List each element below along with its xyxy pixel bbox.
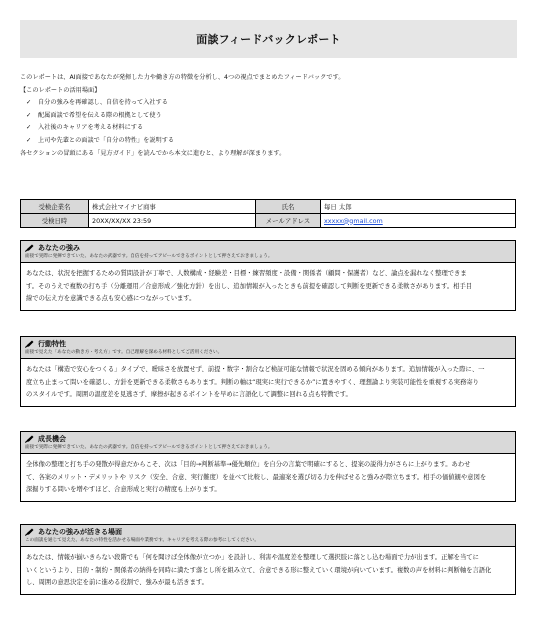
usage-item-text: 自分の強みを再確認し、自信を持って入社する xyxy=(38,99,168,107)
body-line: 度立ち止まって問いを確認し、方針を更新できる柔軟さもあります。判断の軸は“現実に実行できるか”に置きやすく、理想論より実装可能性を重視する実務寄り xyxy=(26,378,479,386)
body-line: あなたは「構造で安心をつくる」タイプで、曖昧さを放置せず、前提・数字・割合など検証可能な情報で状況を固める傾向があります。追加情報が入った際に、一 xyxy=(26,366,485,373)
section-guide: 面接で実際に発揮できていた、あなたの武器です。自信を持ってアピールできるポイントとして押さえておきましょう。 xyxy=(25,445,273,450)
info-row-datetime xyxy=(21,214,516,228)
intro-section xyxy=(20,72,520,160)
pen-icon xyxy=(25,244,35,252)
section-title: あなたの強み xyxy=(38,244,80,252)
check-icon: ✓ xyxy=(26,99,32,107)
body-line: し、周囲の意思決定を前に進める役割で、強みが最も活きます。 xyxy=(26,579,208,587)
intro-closing: 各セクションの冒頭にある「見方ガイド」を読んでから本文に進むと、より理解が深まります。 xyxy=(20,149,286,157)
section-guide: 面接で見えた「あなたの動き方・考え方」です。自己理解を深める材料としてご活用ください。 xyxy=(25,350,223,355)
report-title: 面談フィードバックレポート xyxy=(20,20,517,58)
section-title: 行動特性 xyxy=(38,340,66,348)
section-strengths xyxy=(20,240,516,311)
section-behavior xyxy=(20,336,516,407)
section-header xyxy=(21,241,515,263)
section-header xyxy=(21,432,515,454)
section-header xyxy=(21,525,515,547)
pen-icon xyxy=(25,528,35,536)
usage-item xyxy=(20,110,520,123)
pen-icon xyxy=(25,435,35,443)
section-title: 成長機会 xyxy=(38,435,66,443)
section-title: あなたの強みが活きる場面 xyxy=(38,528,122,536)
body-line: いくというより、目的・制約・関係者の納得を同時に満たす落とし所を組み立て、合意できる形に整えていく環境が向いています。複数の声を材料に判断軸を言語化 xyxy=(26,566,492,574)
usage-item xyxy=(20,122,520,135)
section-growth xyxy=(20,431,516,502)
body-line: す。そのうえで複数の打ち手（分離運用／合意形成／強化方針）を出し、追加情報が入ったときも前提を確認して判断を更新できる柔軟さがあります。相手目 xyxy=(26,282,473,290)
company-label: 受検企業名 xyxy=(21,200,89,214)
body-line: のスタイルです。周囲の温度差を見逃さず、摩擦が起きるポイントを早めに言語化して調整に回れる点も特徴です。 xyxy=(26,391,352,399)
name-value: 毎日 太郎 xyxy=(321,200,516,214)
usage-item-text: 入社後のキャリアを考える材料にする xyxy=(38,124,144,132)
body-line: あなたは、状況を把握するための質問設計が丁寧で、人数構成・経験差・目標・練習頻度・設備・関係者（顧問・保護者）など、論点を漏れなく整理できま xyxy=(26,270,467,277)
usage-item xyxy=(20,97,520,110)
company-value: 株式会社マイナビ商事 xyxy=(89,200,256,214)
section-body xyxy=(21,359,515,406)
check-icon: ✓ xyxy=(26,111,32,119)
section-header xyxy=(21,337,515,359)
body-line: 線での伝え方を意識できる点も安心感につながっています。 xyxy=(26,295,196,303)
body-line: て、各案のメリット・デメリットや リスク（安全、合意、実行難度）を並べて比較し、最適案を選び切る力を伸ばせると強みが際立ちます。相手の価値観や意図を xyxy=(26,473,487,481)
body-line: 全体像の整理と打ち手の発散が得意だからこそ、次は「目的→判断基準→優先順位」を自分の言葉で明確にすると、提案の説得力がさらに上がります。あわせ xyxy=(26,461,471,468)
datetime-value: 20XX/XX/XX 23:59 xyxy=(89,214,256,228)
check-icon: ✓ xyxy=(26,124,32,132)
section-fit-scenes xyxy=(20,524,516,595)
intro-lead: このレポートは、AI面接であなたが発揮した力や働き方の特徴を分析し、4つの視点でまとめたフィードバックです。 xyxy=(20,74,345,81)
pen-icon xyxy=(25,340,35,348)
datetime-label: 受検日時 xyxy=(21,214,89,228)
info-row-company xyxy=(21,200,516,214)
usage-heading: 【このレポートの活用場面】 xyxy=(20,86,101,94)
section-guide: この面談を通じて見えた、あなたの特性を活かせる場面や業務です。キャリアを考える際の参考にしてください。 xyxy=(25,538,259,543)
section-body xyxy=(21,454,515,501)
body-line: 深掘りする問いを増やすほど、合意形成と実行の精度も上がります。 xyxy=(26,486,221,494)
section-guide: 面接で実際に発揮できていた、あなたの武器です。自信を持ってアピールできるポイントとして押さえておきましょう。 xyxy=(25,254,273,259)
body-line: あなたは、情報が揃いきらない段階でも「何を聞けば全体像が立つか」を設計し、利害や温度差を整理して選択肢に落とし込む場面で力が出ます。正解を当てに xyxy=(26,554,479,561)
email-label: メールアドレス xyxy=(256,214,321,228)
section-body xyxy=(21,263,515,310)
usage-item xyxy=(20,135,520,148)
usage-item-text: 配属面談で希望を伝える際の根拠として使う xyxy=(38,111,162,119)
section-body xyxy=(21,547,515,594)
email-cell xyxy=(321,214,516,228)
name-label: 氏名 xyxy=(256,200,321,214)
email-link[interactable]: xxxxx@gmail.com xyxy=(324,216,383,225)
usage-item-text: 上司や先輩との面談で「自分の特性」を説明する xyxy=(38,136,175,144)
check-icon: ✓ xyxy=(26,136,32,144)
candidate-info-table xyxy=(20,199,516,228)
